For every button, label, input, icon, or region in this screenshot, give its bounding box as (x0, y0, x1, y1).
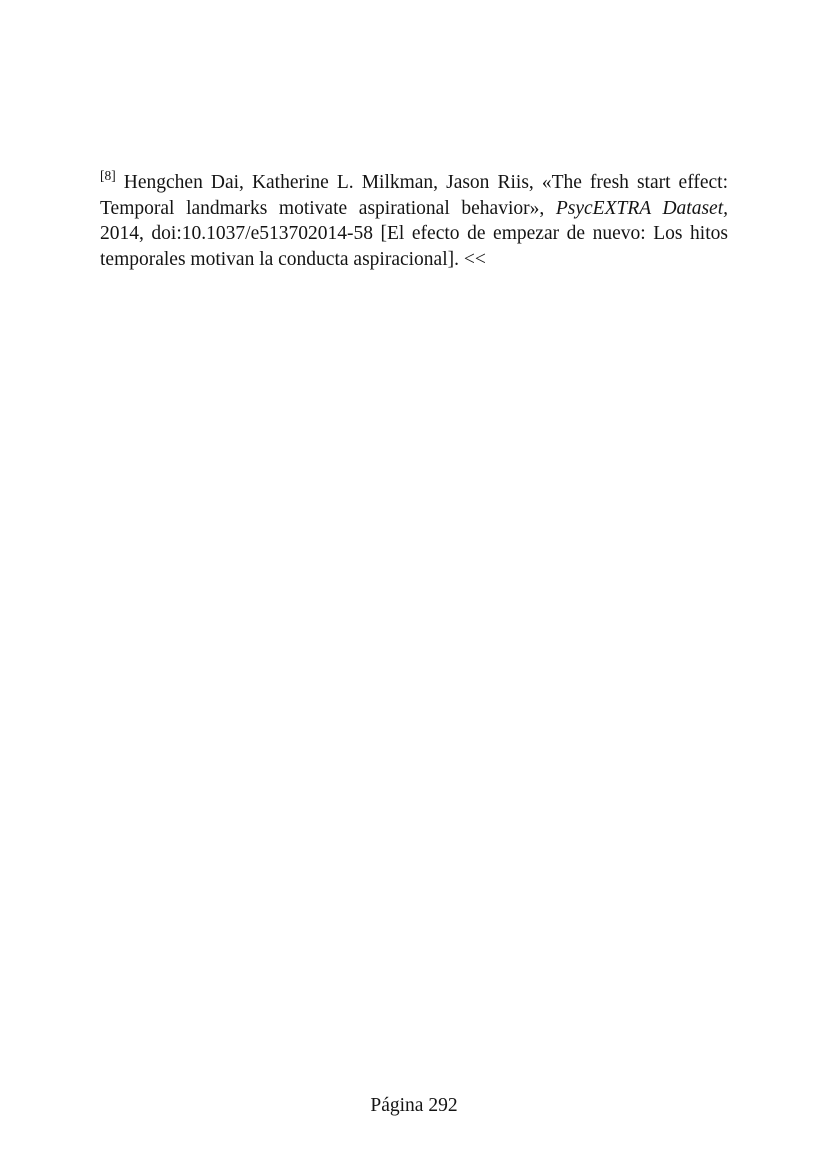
footnote-translation-text: 2014, doi:10.1037/e513702014-58 [El efecto de empezar de nuevo: Los hitos temporales motivan la conducta aspiracional]. (100, 223, 728, 270)
footnote-citation-text: Hengchen Dai, Katherine L. Milkman, Jason Riis, «The fresh start effect: Temporal landmarks motivate aspirational behavior», (100, 172, 728, 219)
footnote-section (100, 167, 728, 272)
footnote-back-link[interactable]: << (463, 248, 486, 270)
footnote-marker: [8] (100, 167, 116, 183)
footnote-journal-title: PsycEXTRA Dataset, (555, 197, 728, 219)
footnote-paragraph (100, 167, 728, 272)
page-footer (0, 1094, 828, 1118)
page-number-label: Página 292 (370, 1095, 458, 1116)
